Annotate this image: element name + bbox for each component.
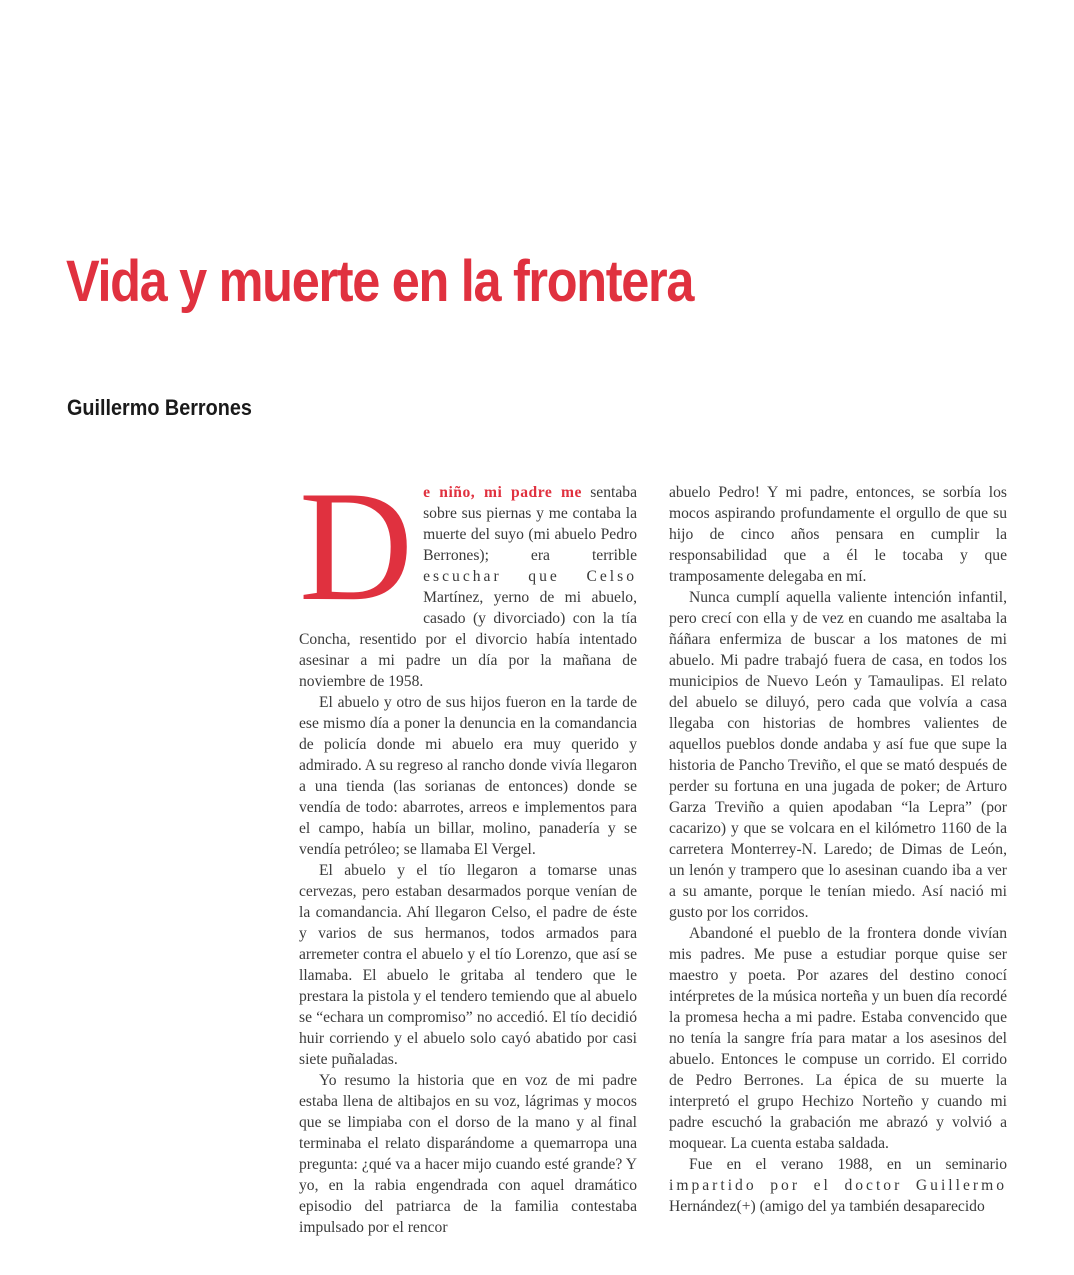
article-paragraph: Yo resumo la historia que en voz de mi padre estaba llena de altibajos en su voz, lágrimas y mocos que se limpiaba con el dorso de la mano y al final terminaba el relato disparándome a quemarropa una pregunta: ¿qué va a hacer mijo cuando esté grande? Y yo, en la rabia engendrada con aquel dramático episodio del patriarca de la familia contestaba impulsado por el rencor xyxy=(299,1072,637,1236)
paragraph-text: Martínez, yerno de mi abuelo, casado (y divorciado) con la tía Concha, resentido por el divorcio había intentado asesinar a mi padre un día por la mañana de noviembre de 1958. xyxy=(299,589,637,690)
article-column-right xyxy=(669,482,1007,1217)
article-column-left xyxy=(299,459,637,1238)
article-paragraph: Nunca cumplí aquella valiente intención infantil, pero crecí con ella y de vez en cuando me asaltaba la ñáñara enfermiza de buscar a los matones de mi abuelo. Mi padre trabajó fuera de casa, en todos los municipios de Nuevo León y Tamaulipas. El relato del abuelo se diluyó, pero cada que volvía a casa llegaba con historias de hombres valientes de aquellos pueblos donde andaba y así fue que supe la historia de Pancho Treviño, el que se mató después de perder su fortuna en una jugada de poker; de Arturo Garza Treviño a quien apodaban “la Lepra” (por cacarizo) y que se volcara en el kilómetro 1160 de la carretera Monterrey-N. Laredo; de Dimas de León, un lenón y trampero que lo asesinan cuando iba a ver a su amante, porque le tenían miedo. Así nació mi gusto por los corridos. xyxy=(669,589,1007,921)
article-paragraph: El abuelo y el tío llegaron a tomarse unas cervezas, pero estaban desarmados porque venían de la comandancia. Ahí llegaron Celso, el padre de éste y varios de sus hermanos, todos armados para arremeter contra el abuelo y el tío Lorenzo, que así se llamaba. El abuelo le gritaba al tendero que le prestara la pistola y el tendero temiendo que al abuelo se “echara un compromiso” no accedió. El tío decidió huir corriendo y el abuelo solo cayó abatido por casi siete puñaladas. xyxy=(299,862,637,1068)
lead-in-text: e niño, mi padre me xyxy=(423,484,582,501)
article-title: Vida y muerte en la frontera xyxy=(66,249,694,314)
article-paragraph: abuelo Pedro! Y mi padre, entonces, se sorbía los mocos aspirando profundamente el orgullo de que su hijo de cinco años pensara en cumplir la responsabilidad que a él le tocaba y que tramposamente delegaba en mí. xyxy=(669,484,1007,585)
article-paragraph: El abuelo y otro de sus hijos fueron en la tarde de ese mismo día a poner la denuncia en la comandancia de policía donde mi abuelo era muy querido y admirado. A su regreso al rancho donde vivía llegaron a una tienda (las sorianas de entonces) donde se vendía de todo: abarrotes, arreos e implementos para el campo, había un billar, molino, panadería y se vendía petróleo; se llamaba El Vergel. xyxy=(299,694,637,858)
article-author: Guillermo Berrones xyxy=(67,395,252,420)
paragraph-text: escuchar que Celso xyxy=(423,568,637,585)
article-paragraph xyxy=(299,459,637,692)
drop-cap: D xyxy=(299,459,414,634)
paragraph-text: impartido por el doctor Guillermo xyxy=(669,1177,1007,1194)
article-paragraph xyxy=(669,1154,1007,1217)
paragraph-text: Fue en el verano 1988, en un seminario xyxy=(689,1156,1007,1173)
paragraph-text: Hernández(+) (amigo del ya también desaparecido xyxy=(669,1198,985,1215)
paragraph-text: sentaba sobre sus piernas y me contaba la muerte del suyo (mi abuelo Pedro Berrones); era terrible xyxy=(423,484,637,564)
article-paragraph: Abandoné el pueblo de la frontera donde vivían mis padres. Me puse a estudiar porque quise ser maestro y poeta. Por azares del destino conocí intérpretes de la música norteña y un buen día recordé la promesa hecha a mi padre. Estaba convencido que no tenía la sangre fría para matar a los asesinos del abuelo. Entonces le compuse un corrido. El corrido de Pedro Berrones. La épica de su muerte la interpretó el grupo Hechizo Norteño y cuando mi padre escuchó la grabación me abrazó y volvió a moquear. La cuenta estaba saldada. xyxy=(669,925,1007,1152)
